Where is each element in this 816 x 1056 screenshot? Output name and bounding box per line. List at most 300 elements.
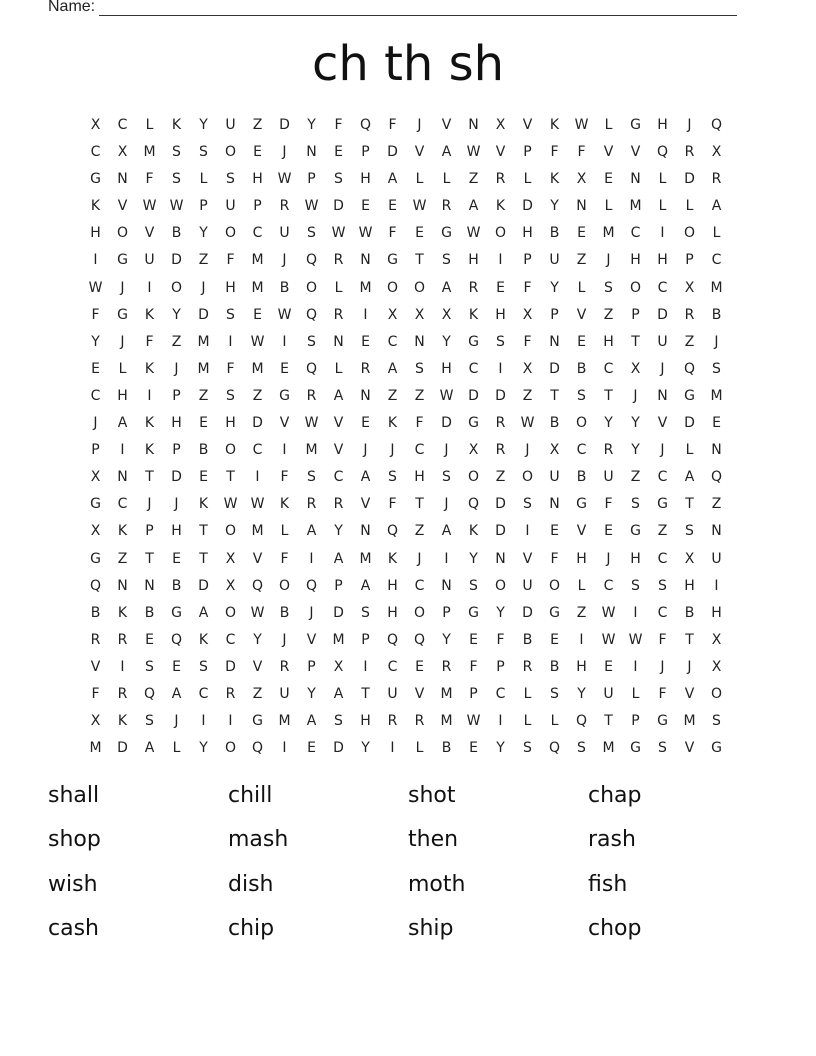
grid-letter: M — [197, 360, 210, 377]
grid-letter: M — [440, 713, 453, 730]
grid-letter: X — [495, 117, 506, 133]
grid-letter: V — [576, 523, 587, 540]
grid-letter: N — [549, 333, 560, 350]
grid-letter: A — [171, 685, 182, 702]
word-bank-item: then — [408, 827, 459, 853]
grid-letter: B — [549, 415, 560, 432]
grid-letter: Q — [683, 360, 696, 377]
grid-letter: Q — [305, 577, 318, 594]
grid-letter: Y — [253, 631, 262, 648]
grid-letter: E — [253, 306, 262, 323]
grid-letter: O — [494, 225, 507, 242]
grid-letter: D — [495, 523, 506, 540]
grid-letter: C — [657, 279, 668, 296]
grid-letter: L — [415, 740, 424, 757]
grid-letter: X — [225, 577, 236, 594]
grid-letter: R — [333, 496, 344, 513]
grid-letter: Y — [334, 523, 343, 540]
grid-letter: K — [198, 496, 209, 513]
grid-letter: G — [279, 387, 290, 404]
grid-letter: O — [224, 604, 237, 621]
grid-letter: B — [576, 360, 587, 377]
grid-letter: X — [711, 144, 722, 161]
grid-letter: I — [714, 577, 719, 594]
grid-letter: H — [468, 252, 479, 269]
grid-letter: L — [604, 198, 613, 215]
name-blank-line[interactable] — [99, 1, 737, 16]
grid-letter: K — [171, 117, 182, 133]
grid-letter: A — [333, 550, 344, 567]
grid-letter: I — [228, 333, 233, 350]
grid-letter: H — [414, 469, 425, 486]
grid-letter: E — [469, 631, 478, 648]
grid-letter: K — [468, 523, 479, 540]
grid-letter: S — [712, 360, 721, 377]
grid-letter: G — [468, 604, 479, 621]
grid-letter: B — [441, 740, 452, 757]
grid-letter: Z — [171, 333, 182, 350]
grid-letter: V — [657, 415, 668, 432]
grid-letter: C — [711, 252, 722, 269]
grid-letter: X — [333, 658, 344, 675]
grid-letter: I — [498, 252, 503, 269]
grid-letter: J — [687, 658, 692, 675]
grid-letter: Y — [469, 550, 478, 567]
grid-letter: G — [711, 740, 722, 757]
grid-letter: S — [226, 171, 235, 188]
grid-letter: R — [333, 306, 344, 323]
grid-letter: P — [631, 713, 640, 730]
grid-letter: G — [117, 252, 128, 269]
grid-letter: C — [576, 442, 587, 459]
grid-letter: V — [522, 117, 533, 133]
grid-letter: E — [199, 469, 208, 486]
grid-letter: O — [116, 225, 129, 242]
grid-letter: R — [711, 171, 722, 188]
grid-letter: V — [144, 225, 155, 242]
grid-letter: S — [442, 469, 451, 486]
grid-letter: J — [417, 117, 422, 133]
grid-letter: Y — [550, 279, 559, 296]
name-label: Name: — [48, 0, 96, 15]
grid-letter: H — [495, 306, 506, 323]
grid-letter: C — [117, 117, 128, 133]
grid-letter: D — [225, 658, 236, 675]
grid-letter: R — [117, 631, 128, 648]
grid-letter: C — [90, 144, 101, 161]
grid-letter: S — [388, 469, 397, 486]
grid-letter: S — [199, 658, 208, 675]
grid-letter: E — [550, 523, 559, 540]
grid-letter: C — [468, 360, 479, 377]
grid-letter: L — [523, 171, 532, 188]
grid-letter: O — [224, 442, 237, 459]
grid-letter: D — [279, 117, 290, 133]
grid-letter: Q — [413, 631, 426, 648]
grid-letter: B — [198, 442, 209, 459]
grid-letter: A — [711, 198, 722, 215]
grid-letter: B — [171, 577, 182, 594]
grid-letter: P — [550, 306, 559, 323]
grid-letter: V — [279, 415, 290, 432]
grid-letter: Y — [604, 415, 613, 432]
grid-letter: W — [628, 631, 643, 648]
grid-letter: Z — [414, 523, 425, 540]
grid-letter: I — [282, 442, 287, 459]
grid-letter: J — [174, 713, 179, 730]
grid-letter: O — [413, 604, 426, 621]
grid-letter: L — [415, 171, 424, 188]
grid-letter: C — [333, 469, 344, 486]
grid-letter: J — [174, 360, 179, 377]
grid-letter: I — [444, 550, 449, 567]
grid-letter: A — [441, 523, 452, 540]
grid-letter: O — [224, 225, 237, 242]
grid-letter: S — [199, 144, 208, 161]
grid-letter: J — [525, 442, 530, 459]
word-bank-item: cash — [48, 915, 99, 941]
grid-letter: W — [466, 713, 481, 730]
grid-letter: V — [414, 685, 425, 702]
grid-letter: A — [387, 171, 398, 188]
grid-letter: L — [334, 360, 343, 377]
grid-letter: M — [143, 144, 156, 161]
grid-letter: T — [226, 469, 235, 486]
grid-letter: E — [469, 740, 478, 757]
grid-letter: R — [603, 442, 614, 459]
grid-letter: D — [333, 604, 344, 621]
grid-letter: S — [172, 171, 181, 188]
grid-letter: W — [250, 333, 265, 350]
grid-letter: V — [441, 117, 452, 133]
grid-letter: E — [307, 740, 316, 757]
grid-letter: H — [387, 577, 398, 594]
grid-letter: Q — [143, 685, 156, 702]
grid-letter: T — [199, 550, 208, 567]
grid-letter: I — [363, 658, 368, 675]
grid-letter: L — [712, 225, 721, 242]
grid-letter: L — [145, 117, 154, 133]
grid-letter: R — [333, 252, 344, 269]
grid-letter: M — [251, 360, 264, 377]
grid-letter: I — [147, 279, 152, 296]
grid-letter: T — [199, 523, 208, 540]
grid-letter: Q — [305, 252, 318, 269]
grid-letter: F — [91, 306, 100, 323]
grid-letter: W — [358, 225, 373, 242]
grid-letter: Y — [91, 333, 100, 350]
grid-letter: X — [441, 306, 452, 323]
word-bank-item: rash — [588, 827, 636, 853]
grid-letter: F — [226, 360, 235, 377]
grid-letter: U — [279, 225, 290, 242]
grid-letter: O — [629, 279, 642, 296]
grid-letter: O — [386, 279, 399, 296]
grid-letter: F — [91, 685, 100, 702]
word-bank-item: moth — [408, 871, 466, 897]
word-bank-item: chill — [228, 783, 273, 808]
grid-letter: R — [495, 442, 506, 459]
grid-letter: R — [441, 198, 452, 215]
grid-letter: F — [388, 225, 397, 242]
grid-letter: I — [633, 604, 638, 621]
grid-letter: F — [550, 144, 559, 161]
grid-letter: P — [253, 198, 262, 215]
grid-letter: S — [685, 523, 694, 540]
grid-letter: J — [93, 415, 98, 432]
grid-letter: S — [631, 577, 640, 594]
grid-letter: L — [577, 577, 586, 594]
grid-letter: G — [630, 740, 641, 757]
grid-letter: Z — [387, 387, 398, 404]
grid-letter: C — [252, 442, 263, 459]
grid-letter: A — [441, 144, 452, 161]
grid-letter: Q — [548, 740, 561, 757]
grid-letter: X — [90, 117, 101, 133]
grid-letter: C — [603, 577, 614, 594]
grid-letter: D — [171, 469, 182, 486]
grid-letter: O — [710, 685, 723, 702]
grid-letter: W — [277, 171, 292, 188]
grid-letter: D — [441, 415, 452, 432]
grid-letter: L — [685, 198, 694, 215]
grid-letter: W — [466, 225, 481, 242]
grid-letter: N — [711, 442, 722, 459]
grid-letter: D — [657, 306, 668, 323]
grid-letter: Y — [199, 117, 208, 133]
grid-letter: W — [304, 198, 319, 215]
grid-letter: Q — [467, 496, 480, 513]
grid-letter: E — [604, 658, 613, 675]
grid-letter: Z — [630, 469, 641, 486]
grid-letter: A — [144, 740, 155, 757]
grid-letter: B — [549, 658, 560, 675]
grid-letter: O — [224, 144, 237, 161]
grid-letter: R — [441, 658, 452, 675]
grid-letter: J — [606, 252, 611, 269]
grid-letter: H — [576, 550, 587, 567]
grid-letter: O — [494, 577, 507, 594]
grid-letter: D — [198, 306, 209, 323]
grid-letter: P — [361, 631, 370, 648]
grid-letter: N — [306, 144, 317, 161]
grid-letter: S — [577, 740, 586, 757]
grid-letter: G — [387, 252, 398, 269]
grid-letter: G — [630, 117, 641, 133]
grid-letter: D — [522, 604, 533, 621]
grid-letter: U — [144, 252, 155, 269]
grid-letter: T — [145, 550, 154, 567]
grid-letter: H — [90, 225, 101, 242]
grid-letter: F — [388, 496, 397, 513]
grid-letter: P — [631, 306, 640, 323]
grid-letter: C — [414, 577, 425, 594]
grid-letter: Q — [656, 144, 669, 161]
grid-letter: V — [333, 442, 344, 459]
grid-letter: I — [633, 658, 638, 675]
grid-letter: V — [414, 144, 425, 161]
grid-letter: J — [444, 442, 449, 459]
grid-letter: F — [280, 469, 289, 486]
grid-letter: N — [711, 523, 722, 540]
grid-letter: R — [90, 631, 101, 648]
grid-letter: C — [414, 442, 425, 459]
grid-letter: D — [198, 577, 209, 594]
grid-letter: L — [658, 198, 667, 215]
grid-letter: C — [387, 658, 398, 675]
grid-letter: J — [147, 496, 152, 513]
grid-letter: K — [198, 631, 209, 648]
grid-letter: H — [522, 225, 533, 242]
grid-letter: I — [498, 713, 503, 730]
grid-letter: Z — [522, 387, 533, 404]
grid-letter: R — [495, 415, 506, 432]
grid-letter: W — [304, 415, 319, 432]
grid-letter: C — [657, 469, 668, 486]
grid-letter: Z — [252, 685, 263, 702]
grid-letter: S — [334, 713, 343, 730]
grid-letter: O — [413, 279, 426, 296]
word-bank-item: chap — [588, 783, 642, 808]
grid-letter: T — [550, 387, 559, 404]
grid-letter: T — [685, 631, 694, 648]
word-bank-item: fish — [588, 871, 628, 897]
grid-letter: S — [361, 604, 370, 621]
grid-letter: F — [550, 550, 559, 567]
grid-letter: B — [279, 604, 290, 621]
grid-letter: E — [496, 279, 505, 296]
grid-letter: E — [361, 333, 370, 350]
grid-letter: Q — [251, 577, 264, 594]
grid-letter: O — [467, 469, 480, 486]
grid-letter: F — [388, 117, 397, 133]
grid-letter: M — [278, 713, 291, 730]
grid-letter: N — [468, 117, 479, 133]
grid-letter: J — [363, 442, 368, 459]
grid-letter: K — [117, 604, 128, 621]
grid-letter: A — [333, 387, 344, 404]
grid-letter: L — [199, 171, 208, 188]
grid-letter: C — [90, 387, 101, 404]
grid-letter: S — [550, 685, 559, 702]
grid-letter: S — [172, 144, 181, 161]
grid-letter: V — [252, 550, 263, 567]
grid-letter: W — [412, 198, 427, 215]
grid-letter: J — [660, 658, 665, 675]
grid-letter: I — [282, 333, 287, 350]
grid-letter: J — [309, 604, 314, 621]
grid-letter: L — [577, 279, 586, 296]
grid-letter: I — [363, 306, 368, 323]
grid-letter: X — [387, 306, 398, 323]
grid-letter: X — [90, 469, 101, 486]
grid-letter: T — [685, 496, 694, 513]
grid-letter: S — [469, 577, 478, 594]
grid-letter: P — [199, 198, 208, 215]
grid-letter: A — [684, 469, 695, 486]
grid-letter: I — [201, 713, 206, 730]
grid-letter: U — [603, 469, 614, 486]
grid-letter: X — [90, 523, 101, 540]
grid-letter: G — [630, 523, 641, 540]
grid-letter: H — [171, 523, 182, 540]
grid-letter: P — [523, 252, 532, 269]
grid-letter: T — [604, 713, 613, 730]
grid-letter: M — [683, 713, 696, 730]
grid-letter: V — [306, 631, 317, 648]
grid-letter: M — [710, 279, 723, 296]
grid-letter: L — [172, 740, 181, 757]
grid-letter: L — [442, 171, 451, 188]
grid-letter: D — [495, 387, 506, 404]
grid-letter: Q — [305, 360, 318, 377]
grid-letter: N — [441, 577, 452, 594]
grid-letter: F — [658, 685, 667, 702]
grid-letter: E — [91, 360, 100, 377]
grid-letter: N — [144, 577, 155, 594]
grid-letter: P — [523, 144, 532, 161]
grid-letter: I — [120, 658, 125, 675]
grid-letter: P — [442, 604, 451, 621]
grid-letter: J — [660, 442, 665, 459]
grid-letter: G — [90, 550, 101, 567]
grid-letter: I — [147, 387, 152, 404]
grid-letter: H — [360, 713, 371, 730]
word-bank-item: shot — [408, 783, 456, 808]
grid-letter: S — [334, 171, 343, 188]
grid-letter: I — [255, 469, 260, 486]
grid-letter: H — [711, 604, 722, 621]
grid-letter: Y — [496, 604, 505, 621]
grid-letter: T — [145, 469, 154, 486]
grid-letter: H — [225, 415, 236, 432]
grid-letter: J — [417, 550, 422, 567]
grid-letter: D — [387, 144, 398, 161]
grid-letter: B — [684, 604, 695, 621]
grid-letter: D — [252, 415, 263, 432]
grid-letter: J — [282, 252, 287, 269]
grid-letter: Q — [575, 713, 588, 730]
grid-letter: Z — [495, 469, 506, 486]
grid-letter: U — [549, 469, 560, 486]
grid-letter: X — [468, 442, 479, 459]
grid-letter: X — [117, 144, 128, 161]
grid-letter: H — [657, 252, 668, 269]
grid-letter: S — [307, 333, 316, 350]
grid-letter: R — [306, 387, 317, 404]
grid-letter: K — [144, 306, 155, 323]
grid-letter: W — [601, 604, 616, 621]
grid-letter: W — [520, 415, 535, 432]
grid-letter: Q — [305, 306, 318, 323]
grid-letter: R — [495, 171, 506, 188]
grid-letter: J — [282, 631, 287, 648]
grid-letter: W — [601, 631, 616, 648]
grid-letter: Y — [550, 198, 559, 215]
grid-letter: P — [145, 523, 154, 540]
grid-letter: K — [549, 171, 560, 188]
grid-letter: K — [279, 496, 290, 513]
grid-letter: F — [523, 279, 532, 296]
grid-letter: V — [360, 496, 371, 513]
grid-letter: L — [685, 442, 694, 459]
grid-letter: Z — [684, 333, 695, 350]
grid-letter: G — [171, 604, 182, 621]
grid-letter: G — [468, 415, 479, 432]
grid-letter: B — [576, 469, 587, 486]
grid-letter: P — [685, 252, 694, 269]
grid-letter: U — [522, 577, 533, 594]
